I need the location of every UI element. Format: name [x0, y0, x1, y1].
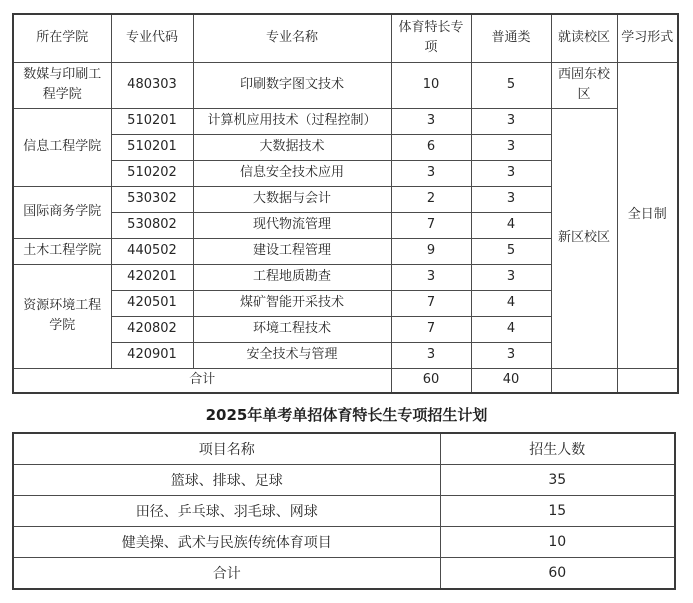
event-name-cell: 健美操、武术与民族传统体育项目	[13, 527, 440, 558]
sports-quota-cell: 7	[391, 316, 471, 342]
table-row	[13, 527, 675, 558]
total-label-cell: 合计	[13, 368, 391, 393]
college-cell: 信息工程学院	[13, 108, 111, 186]
major-code-cell: 480303	[111, 62, 193, 108]
header-general-quota: 普通类	[471, 14, 551, 62]
sports-quota-cell: 6	[391, 134, 471, 160]
total-sports-cell: 60	[391, 368, 471, 393]
sports-quota-cell: 7	[391, 290, 471, 316]
campus-cell-xinqu: 新区校区	[551, 108, 617, 368]
major-code-cell: 530302	[111, 186, 193, 212]
header-college: 所在学院	[13, 14, 111, 62]
study-form-cell: 全日制	[617, 62, 678, 368]
college-cell: 资源环境工程学院	[13, 264, 111, 368]
general-quota-cell: 5	[471, 62, 551, 108]
empty-study-form-cell	[617, 368, 678, 393]
sports-quota-cell: 3	[391, 160, 471, 186]
total-row	[13, 558, 675, 590]
major-name-cell: 环境工程技术	[193, 316, 391, 342]
general-quota-cell: 3	[471, 342, 551, 368]
major-code-cell: 510201	[111, 134, 193, 160]
table-row	[13, 62, 678, 108]
table-row	[13, 496, 675, 527]
college-cell: 国际商务学院	[13, 186, 111, 238]
general-quota-cell: 4	[471, 316, 551, 342]
total-count-cell: 60	[440, 558, 675, 590]
sports-quota-cell: 3	[391, 264, 471, 290]
major-name-cell: 大数据技术	[193, 134, 391, 160]
sports-quota-cell: 3	[391, 342, 471, 368]
college-cell: 土木工程学院	[13, 238, 111, 264]
major-name-cell: 工程地质勘查	[193, 264, 391, 290]
general-quota-cell: 3	[471, 186, 551, 212]
major-name-cell: 计算机应用技术（过程控制）	[193, 108, 391, 134]
sports-enrollment-table	[12, 432, 676, 590]
enrollment-count-cell: 10	[440, 527, 675, 558]
major-code-cell: 440502	[111, 238, 193, 264]
major-code-cell: 420201	[111, 264, 193, 290]
major-code-cell: 420501	[111, 290, 193, 316]
table-row	[13, 465, 675, 496]
enrollment-plan-table	[12, 13, 679, 394]
header-study-form: 学习形式	[617, 14, 678, 62]
major-name-cell: 现代物流管理	[193, 212, 391, 238]
header-row	[13, 433, 675, 465]
header-sports-quota: 体育特长专项	[391, 14, 471, 62]
major-name-cell: 大数据与会计	[193, 186, 391, 212]
header-event-name: 项目名称	[13, 433, 440, 465]
event-name-cell: 篮球、排球、足球	[13, 465, 440, 496]
major-code-cell: 510202	[111, 160, 193, 186]
total-label-cell: 合计	[13, 558, 440, 590]
general-quota-cell: 4	[471, 290, 551, 316]
total-general-cell: 40	[471, 368, 551, 393]
major-name-cell: 信息安全技术应用	[193, 160, 391, 186]
general-quota-cell: 3	[471, 160, 551, 186]
general-quota-cell: 3	[471, 108, 551, 134]
major-name-cell: 安全技术与管理	[193, 342, 391, 368]
major-code-cell: 530802	[111, 212, 193, 238]
college-cell: 数媒与印刷工程学院	[13, 62, 111, 108]
header-row	[13, 14, 678, 62]
sports-quota-cell: 9	[391, 238, 471, 264]
general-quota-cell: 3	[471, 134, 551, 160]
header-enrollment-count: 招生人数	[440, 433, 675, 465]
sports-quota-cell: 10	[391, 62, 471, 108]
enrollment-count-cell: 15	[440, 496, 675, 527]
total-row	[13, 368, 678, 393]
major-name-cell: 建设工程管理	[193, 238, 391, 264]
major-name-cell: 煤矿智能开采技术	[193, 290, 391, 316]
enrollment-count-cell: 35	[440, 465, 675, 496]
sports-quota-cell: 7	[391, 212, 471, 238]
sports-quota-cell: 2	[391, 186, 471, 212]
header-major-code: 专业代码	[111, 14, 193, 62]
event-name-cell: 田径、乒乓球、羽毛球、网球	[13, 496, 440, 527]
campus-cell-xigu: 西固东校区	[551, 62, 617, 108]
header-major-name: 专业名称	[193, 14, 391, 62]
general-quota-cell: 5	[471, 238, 551, 264]
header-campus: 就读校区	[551, 14, 617, 62]
major-code-cell: 510201	[111, 108, 193, 134]
major-code-cell: 420802	[111, 316, 193, 342]
major-name-cell: 印刷数字图文技术	[193, 62, 391, 108]
general-quota-cell: 3	[471, 264, 551, 290]
section-title: 2025年单考单招体育特长生专项招生计划	[205, 406, 488, 424]
major-code-cell: 420901	[111, 342, 193, 368]
general-quota-cell: 4	[471, 212, 551, 238]
empty-campus-cell	[551, 368, 617, 393]
sports-quota-cell: 3	[391, 108, 471, 134]
table-row	[13, 108, 678, 134]
